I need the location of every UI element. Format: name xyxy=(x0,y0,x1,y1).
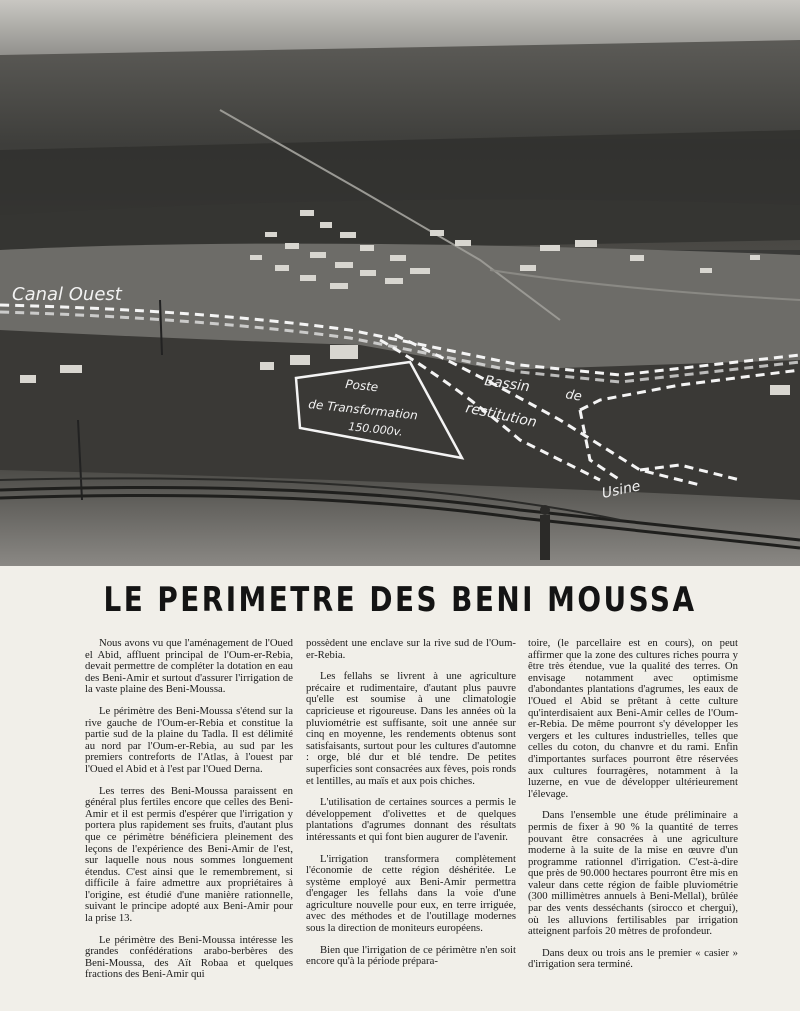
label-voltage: 150.000v. xyxy=(347,420,404,439)
paragraph: Dans l'ensemble une étude préliminaire a permis de fixer à 90 % la quantité de terres pouvant être consacrées à une agriculture moderne à la suite de la mise en œuvre d'un programme rationnel d'irrigation. C'est-à-dire que près de 90.000 hectares pourront être mis en valeur dans cette région de faible pluviométrie (300 millimètres annuels à Beni-Mellal), brûlée par des vents desséchants (sirocco et chergui), où les alluvions fertilisables par irrigation atteignent parfois 20 mètres de profondeur. xyxy=(528,809,738,938)
paragraph: Nous avons vu que l'aménagement de l'Oued el Abid, affluent principal de l'Oum-er-Rebia, devait permettre de compléter la dotation en eau des Beni-Amir et surtout d'assurer l'irrigation de la vaste plaine des Beni-Moussa. xyxy=(85,637,293,696)
paragraph: Le périmètre des Beni-Moussa s'étend sur la rive gauche de l'Oum-er-Rebia et constitue la partie sud de la plaine du Tadla. Il est délimité au nord par l'Oum-er-Rebia, au sud par les premiers contreforts de l'Atlas, à l'ouest par l'Oued el Abid et à l'est par l'Oued Derna. xyxy=(85,704,293,775)
label-de: de xyxy=(564,387,583,405)
text-column-2 xyxy=(306,638,516,978)
text-column-3 xyxy=(528,638,738,981)
paragraph: Bien que l'irrigation de ce périmètre n'en soit encore qu'à la période prépara- xyxy=(306,943,516,968)
paragraph: Le périmètre des Beni-Moussa intéresse les grandes confédérations arabo-berbères des Beni-Moussa, des Aït Robaa et quelques fractions des Beni-Amir qui xyxy=(85,933,293,981)
paragraph: possèdent une enclave sur la rive sud de l'Oum-er-Rebia. xyxy=(306,637,516,661)
label-restitution: restitution xyxy=(464,400,539,431)
label-bassin: Bassin xyxy=(483,373,531,396)
label-canal-ouest: Canal Ouest xyxy=(12,284,122,305)
label-usine: Usine xyxy=(600,478,642,502)
paragraph: Les fellahs se livrent à une agriculture précaire et rudimentaire, d'autant plus pauvre qu'elle est soumise à une climatologie capricieuse et rigoureuse. Dans les années où la pluviométrie est suffisante, soit une année sur cinq en moyenne, les rendements obtenus sont satisfaisants, surtout pour les cultures d'automne : orge, blé dur et blé tendre. De petites superficies sont consacrées aux fèves, pois ronds et lentilles, au maïs et aux pois chiches. xyxy=(306,670,516,787)
label-transformation: de Transformation xyxy=(307,397,419,423)
text-column-1 xyxy=(85,638,293,991)
article-title: LE PERIMETRE DES BENI MOUSSA xyxy=(103,580,697,620)
paragraph: L'irrigation transformera complètement l'économie de cette région déshéritée. Le système employé aux Beni-Amir permettra d'engager les fellahs dans la voie d'une agriculture nouvelle pour eux, en terre irriguée, avec des méthodes et de l'outillage modernes sous la direction de moniteurs européens. xyxy=(306,852,516,935)
paragraph: Dans deux ou trois ans le premier « casier » d'irrigation sera terminé. xyxy=(528,946,738,971)
paragraph: toire, (le parcellaire est en cours), on peut affirmer que la zone des cultures riches pourra y être très étendue, vue la qualité des terres. On envisage notamment avec optimisme d'abondantes plantations d'agrumes, les eaux de l'Oued el Abid se prêtant à cette culture qu'interdisaient aux Beni-Amir celles de l'Oum-er-Rebia. De même pourront s'y développer les vergers et les cultures industrielles, telles que celles du coton, du chanvre et du rami. Enfin d'importantes surfaces pourront être réservées aux cultures fourragères, notamment à la luzerne, en vue de développer ultérieurement l'élevage. xyxy=(528,637,738,800)
paragraph: L'utilisation de certaines sources a permis le développement d'olivettes et de quelques plantations d'agrumes donnant des résultats intéressants et qui font bien augurer de l'avenir. xyxy=(306,796,516,843)
paragraph: Les terres des Beni-Moussa paraissent en général plus fertiles encore que celles des Beni-Amir et il est permis d'espérer que l'irrigation y portera plus rapidement ses fruits, d'autant plus que ce périmètre bénéficiera pleinement des leçons de l'expérience des Beni-Amir de l'est, sur laquelle nous nous sommes longuement étendus. C'est ainsi que le remembrement, si difficile à faire admettre aux propriétaires à l'origine, est étudié d'une manière rationnelle, suivant le principe adopté aux Beni-Amir pour la prise 13. xyxy=(85,784,293,925)
label-poste: Poste xyxy=(344,377,379,395)
